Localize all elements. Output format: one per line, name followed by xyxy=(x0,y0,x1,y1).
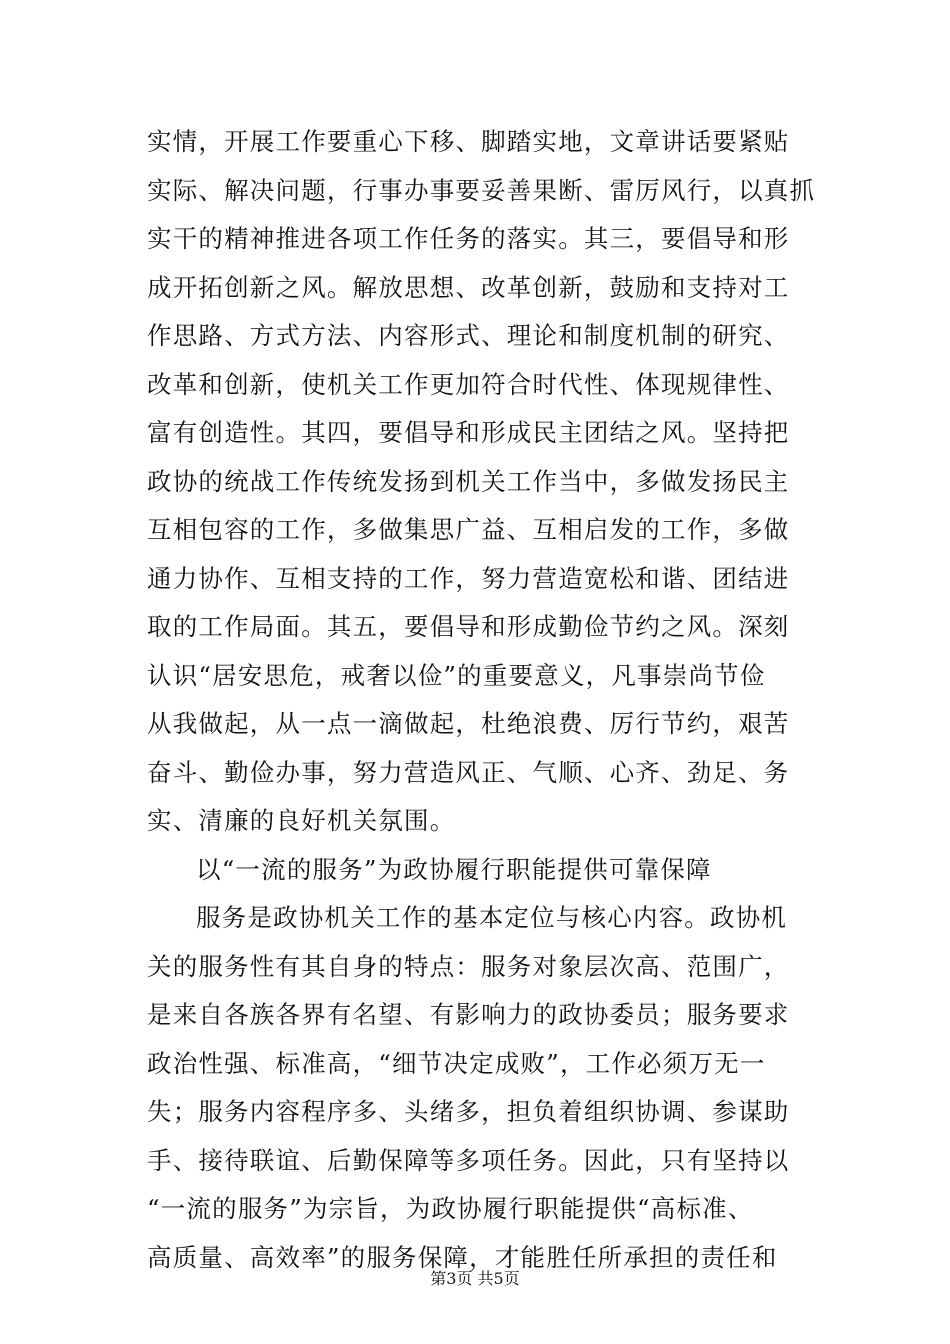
text-line: 手、接待联谊、后勤保障等多项任务。因此，只有坚持以 xyxy=(147,1145,790,1175)
document-body xyxy=(147,118,827,1282)
text-line: 政治性强、标准高，“细节决定成败”，工作必须万无一 xyxy=(147,1048,766,1078)
text-line: 成开拓创新之风。解放思想、改革创新，鼓励和支持对工 xyxy=(147,272,790,302)
text-line: 从我做起，从一点一滴做起，杜绝浪费、厉行节约，艰苦 xyxy=(147,709,790,738)
text-line: 高质量、高效率”的服务保障，才能胜任所承担的责任和 xyxy=(147,1242,778,1272)
text-line: 政协的统战工作传统发扬到机关工作当中，多做发扬民主 xyxy=(147,466,790,496)
text-line: 实际、解决问题，行事办事要妥善果断、雷厉风行，以真抓 xyxy=(147,175,816,205)
text-line: 取的工作局面。其五，要倡导和形成勤俭节约之风。深刻 xyxy=(147,612,790,641)
text-line: 改革和创新，使机关工作更加符合时代性、体现规律性、 xyxy=(147,369,790,399)
text-line: 富有创造性。其四，要倡导和形成民主团结之风。坚持把 xyxy=(147,418,790,447)
text-line: 服务是政协机关工作的基本定位与核心内容。政协机 xyxy=(196,903,788,932)
text-line: 通力协作、互相支持的工作，努力营造宽松和谐、团结进 xyxy=(147,563,790,593)
text-line: 实、清廉的良好机关氛围。 xyxy=(147,806,456,835)
text-line: 认识“居安思危，戒奢以俭”的重要意义，凡事崇尚节俭 xyxy=(147,660,766,690)
text-line: 奋斗、勤俭办事，努力营造风正、气顺、心齐、劲足、务 xyxy=(147,757,790,787)
text-line: 互相包容的工作，多做集思广益、互相启发的工作，多做 xyxy=(147,515,790,544)
text-line: 是来自各族各界有名望、有影响力的政协委员；服务要求 xyxy=(147,1000,790,1029)
text-line: 实干的精神推进各项工作任务的落实。其三，要倡导和形 xyxy=(147,224,790,253)
text-line: 失；服务内容程序多、头绪多，担负着组织协调、参谋助 xyxy=(147,1097,790,1126)
page-number-footer: 第3页 共5页 xyxy=(430,1269,520,1288)
section-heading: 以“一流的服务”为政协履行职能提供可靠保障 xyxy=(196,854,712,884)
text-line: 关的服务性有其自身的特点：服务对象层次高、范围广， xyxy=(147,951,790,981)
text-line: 实情，开展工作要重心下移、脚踏实地，文章讲话要紧贴 xyxy=(147,127,790,156)
text-line: “一流的服务”为宗旨，为政协履行职能提供“高标准、 xyxy=(147,1194,754,1223)
text-line: 作思路、方式方法、内容形式、理论和制度机制的研究、 xyxy=(147,321,790,350)
